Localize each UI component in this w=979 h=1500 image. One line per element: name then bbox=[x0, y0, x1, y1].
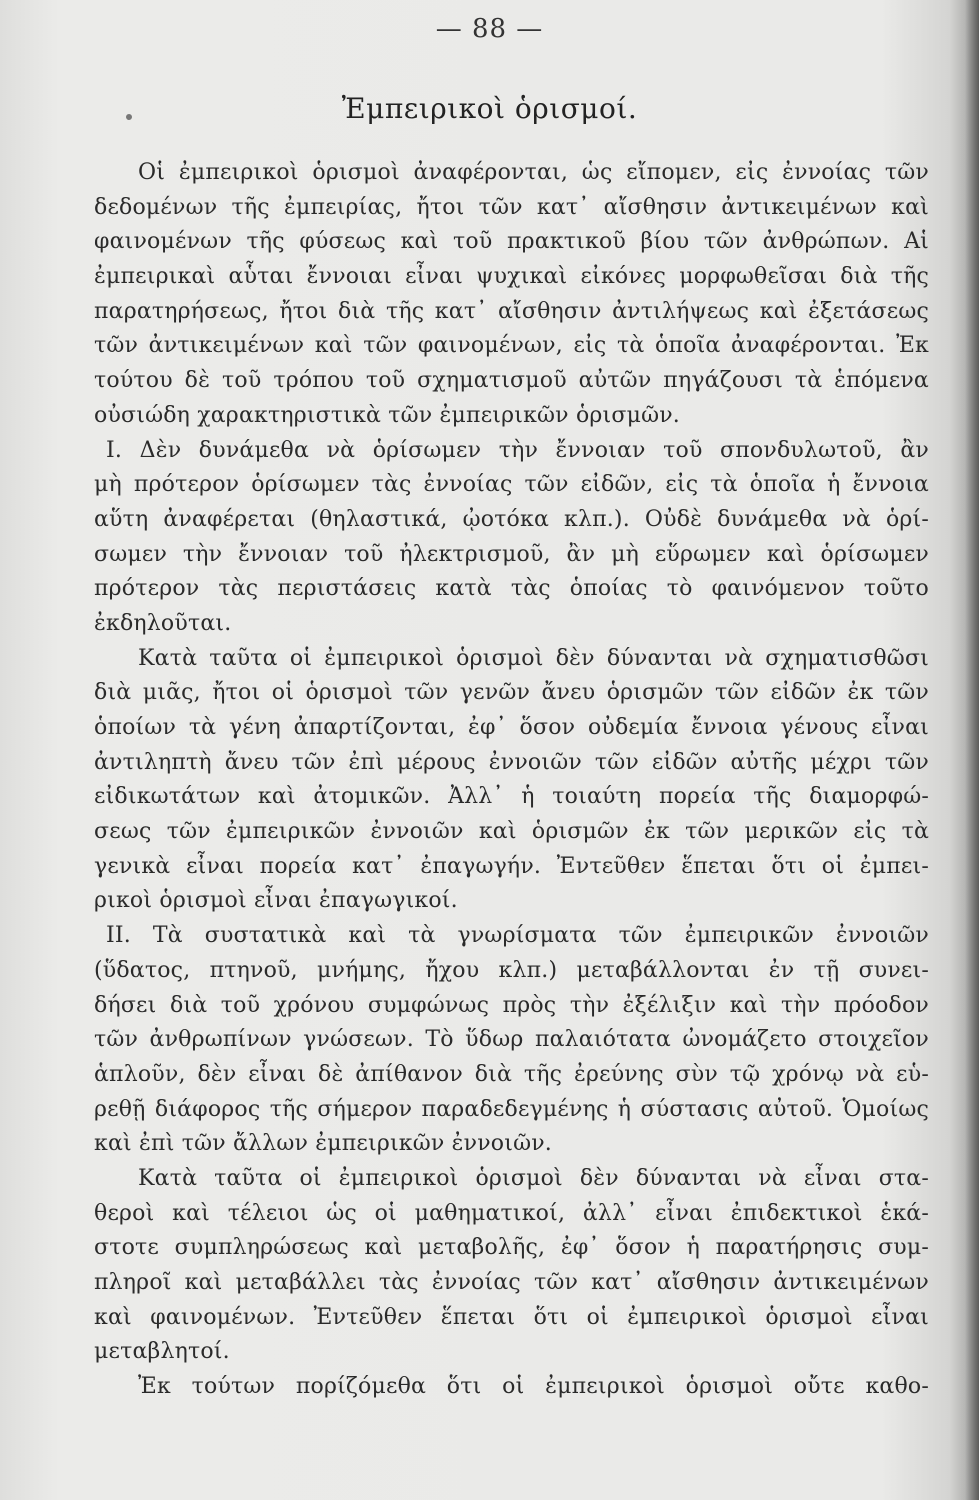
text-line: σωμεν τὴν ἔννοιαν τοῦ ἠλεκτρισμοῦ, ἂν μὴ εὕρωμεν καὶ ὁρίσωμεν bbox=[94, 541, 929, 567]
text-line: ἁπλοῦν, δὲν εἶναι δὲ ἀπίθανον διὰ τῆς ἐρεύνης σὺν τῷ χρόνῳ νὰ εὑ- bbox=[94, 1061, 929, 1087]
text-line: καὶ φαινομένων. Ἐντεῦθεν ἕπεται ὅτι οἱ ἐμπειρικοὶ ὁρισμοὶ εἶναι bbox=[94, 1304, 929, 1330]
text-line: διὰ μιᾶς, ἤτοι οἱ ὁρισμοὶ τῶν γενῶν ἄνευ ὁρισμῶν τῶν εἰδῶν ἐκ τῶν bbox=[94, 680, 929, 706]
text-line: παρατηρήσεως, ἤτοι διὰ τῆς κατ᾽ αἴσθησιν ἀντιλήψεως καὶ ἐξετάσεως bbox=[94, 298, 929, 324]
text-line: φαινομένων τῆς φύσεως καὶ τοῦ πρακτικοῦ βίου τῶν ἀνθρώπων. Αἱ bbox=[94, 229, 929, 255]
text-line: θεροὶ καὶ τέλειοι ὡς οἱ μαθηματικοί, ἀλλ᾽ εἶναι ἐπιδεκτικοὶ ἑκά- bbox=[94, 1200, 929, 1226]
text-line: ἐκδηλοῦται. bbox=[94, 610, 232, 636]
text-line: γενικὰ εἶναι πορεία κατ᾽ ἐπαγωγήν. Ἐντεῦθεν ἕπεται ὅτι οἱ ἐμπει- bbox=[94, 853, 929, 879]
text-line: τῶν ἀνθρωπίνων γνώσεων. Τὸ ὕδωρ παλαιότατα ὠνομάζετο στοιχεῖον bbox=[94, 1027, 929, 1053]
text-line: ρεθῇ διάφορος τῆς σήμερον παραδεδεγμένης ἡ σύστασις αὐτοῦ. Ὁμοίως bbox=[94, 1096, 929, 1122]
text-line: πρότερον τὰς περιστάσεις κατὰ τὰς ὁποίας τὸ φαινόμενον τοῦτο bbox=[94, 576, 929, 602]
text-line: εἰδικωτάτων καὶ ἀτομικῶν. Ἀλλ᾽ ἡ τοιαύτη πορεία τῆς διαμορφώ- bbox=[94, 784, 929, 810]
text-line: στοτε συμπληρώσεως καὶ μεταβολῆς, ἐφ᾽ ὅσον ἡ παρατήρησις συμ- bbox=[94, 1235, 929, 1261]
page-edge-shadow bbox=[965, 0, 979, 1500]
text-line: II. Τὰ συστατικὰ καὶ τὰ γνωρίσματα τῶν ἐμπειρικῶν ἐννοιῶν bbox=[106, 923, 929, 949]
text-line: πληροῖ καὶ μεταβάλλει τὰς ἐννοίας τῶν κατ᾽ αἴσθησιν ἀντικειμένων bbox=[94, 1270, 929, 1295]
text-line: (ὕδατος, πτηνοῦ, μνήμης, ἤχου κλπ.) μεταβάλλονται ἐν τῇ συνει- bbox=[94, 957, 929, 983]
text-line: I. Δὲν δυνάμεθα νὰ ὁρίσωμεν τὴν ἔννοιαν τοῦ σπονδυλωτοῦ, ἂν bbox=[106, 437, 929, 463]
page-number: — 88 — bbox=[435, 14, 544, 44]
body-text bbox=[94, 156, 929, 1405]
text-line: Οἱ ἐμπειρικοὶ ὁρισμοὶ ἀναφέρονται, ὡς εἴπομεν, εἰς ἐννοίας τῶν bbox=[138, 160, 929, 185]
text-line: σεως τῶν ἐμπειρικῶν ἐννοιῶν καὶ ὁρισμῶν ἐκ τῶν μερικῶν εἰς τὰ bbox=[94, 819, 929, 845]
text-line: οὐσιώδη χαρακτηριστικὰ τῶν ἐμπειρικῶν ὁρισμῶν. bbox=[94, 402, 680, 428]
text-line: Κατὰ ταῦτα οἱ ἐμπειρικοὶ ὁρισμοὶ δὲν δύνανται νὰ εἶναι στα- bbox=[138, 1165, 929, 1191]
page-title: Ἐμπειρικοὶ ὁρισμοί. bbox=[341, 92, 638, 125]
text-line: καὶ ἐπὶ τῶν ἄλλων ἐμπειρικῶν ἐννοιῶν. bbox=[94, 1131, 552, 1157]
text-line: ἀντιληπτὴ ἄνευ τῶν ἐπὶ μέρους ἐννοιῶν τῶν εἰδῶν αὐτῆς μέχρι τῶν bbox=[94, 749, 929, 775]
text-line: μεταβλητοί. bbox=[94, 1339, 230, 1365]
text-line: ρικοὶ ὁρισμοὶ εἶναι ἐπαγωγικοί. bbox=[94, 888, 458, 914]
text-line: μὴ πρότερον ὁρίσωμεν τὰς ἐννοίας τῶν εἰδῶν, εἰς τὰ ὁποῖα ἡ ἔννοια bbox=[94, 472, 929, 498]
text-line: Κατὰ ταῦτα οἱ ἐμπειρικοὶ ὁρισμοὶ δὲν δύνανται νὰ σχηματισθῶσι bbox=[138, 645, 929, 671]
text-line: δεδομένων τῆς ἐμπειρίας, ἤτοι τῶν κατ᾽ αἴσθησιν ἀντικειμένων καὶ bbox=[94, 194, 929, 220]
text-line: Ἐκ τούτων πορίζόμεθα ὅτι οἱ ἐμπειρικοὶ ὁρισμοὶ οὔτε καθο- bbox=[138, 1374, 929, 1400]
text-line: ἐμπειρικαὶ αὗται ἔννοιαι εἶναι ψυχικαὶ εἰκόνες μορφωθεῖσαι διὰ τῆς bbox=[94, 264, 929, 290]
text-line: τῶν ἀντικειμένων καὶ τῶν φαινομένων, εἰς τὰ ὁποῖα ἀναφέρονται. Ἐκ bbox=[94, 333, 929, 359]
text-line: αὕτη ἀναφέρεται (θηλαστικά, ᾠοτόκα κλπ.). Οὐδὲ δυνάμεθα νὰ ὁρί- bbox=[94, 506, 929, 532]
text-line: τούτου δὲ τοῦ τρόπου τοῦ σχηματισμοῦ αὐτῶν πηγάζουσι τὰ ἑπόμενα bbox=[94, 368, 929, 394]
text-line: δήσει διὰ τοῦ χρόνου συμφώνως πρὸς τὴν ἐξέλιξιν καὶ τὴν πρόοδον bbox=[94, 992, 929, 1018]
text-line: ὁποίων τὰ γένη ἀπαρτίζονται, ἐφ᾽ ὅσον οὐδεμία ἔννοια γένους εἶναι bbox=[94, 715, 929, 740]
